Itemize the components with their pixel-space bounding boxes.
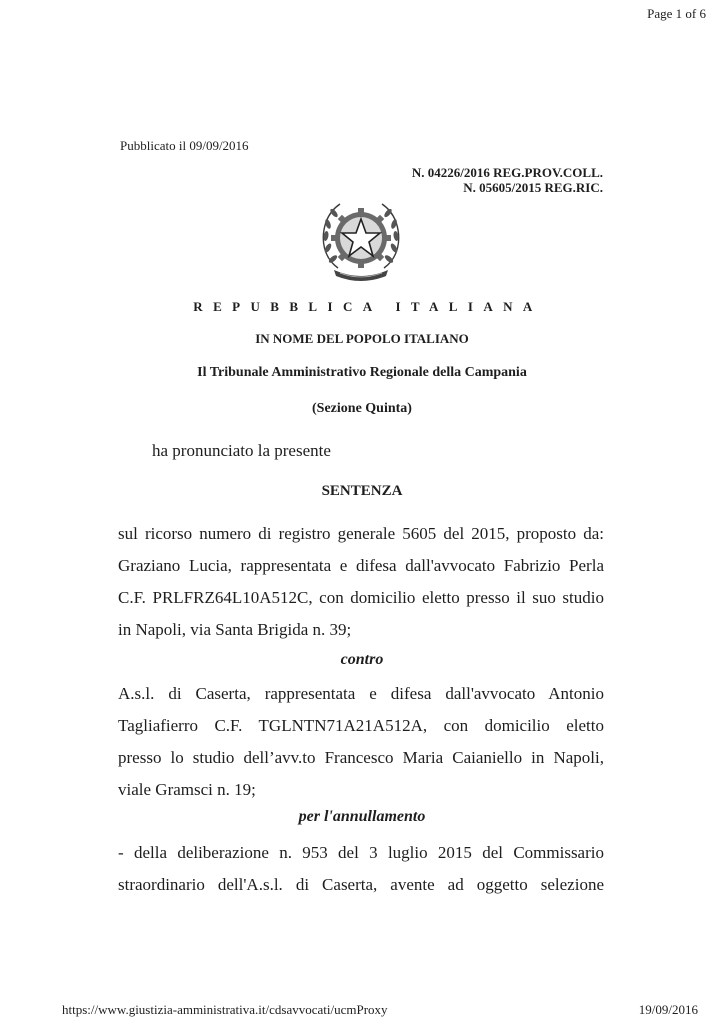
sentenza-heading: SENTENZA	[321, 483, 403, 499]
paragraph-line: Tagliafierro C.F. TGLNTN71A21A512A, con domicilio eletto	[118, 716, 604, 735]
paragraph-line: straordinario dell'A.s.l. di Caserta, avente ad oggetto selezione	[118, 875, 604, 894]
ricorso-paragraph	[118, 518, 604, 646]
in-nome-heading: IN NOME DEL POPOLO ITALIANO	[255, 331, 469, 346]
pronunciato-text: ha pronunciato la presente	[152, 441, 331, 460]
resistente-paragraph	[118, 678, 604, 806]
paragraph-line: in Napoli, via Santa Brigida n. 39;	[118, 620, 352, 639]
annullamento-heading: per l'annullamento	[298, 808, 426, 825]
annullamento-paragraph	[118, 837, 604, 901]
reg-prov-coll-number: N. 04226/2016 REG.PROV.COLL.	[411, 165, 603, 180]
paragraph-line: presso lo studio dell’avv.to Francesco Maria Caianiello in Napoli,	[118, 748, 604, 767]
sezione-heading: (Sezione Quinta)	[312, 401, 412, 416]
paragraph-line: sul ricorso numero di registro generale 5605 del 2015, proposto da:	[118, 524, 604, 543]
paragraph-line: viale Gramsci n. 19;	[118, 780, 256, 799]
paragraph-line: A.s.l. di Caserta, rappresentata e difesa dall'avvocato Antonio	[118, 684, 604, 703]
tribunale-heading: Il Tribunale Amministrativo Regionale della Campania	[197, 365, 527, 380]
page-indicator: Page 1 of 6	[647, 6, 706, 21]
footer-url-link[interactable]: https://www.giustizia-amministrativa.it/cdsavvocati/ucmProxy	[62, 1002, 388, 1017]
footer-date: 19/09/2016	[638, 1002, 698, 1017]
paragraph-line: Graziano Lucia, rappresentata e difesa dall'avvocato Fabrizio Perla	[118, 556, 604, 575]
republic-heading: REPUBBLICA ITALIANA	[193, 299, 543, 314]
contro-heading: contro	[340, 651, 384, 668]
publication-date: Pubblicato il 09/09/2016	[120, 138, 249, 153]
paragraph-line: C.F. PRLFRZ64L10A512C, con domicilio eletto presso il suo studio	[118, 588, 604, 607]
reg-ric-number: N. 05605/2015 REG.RIC.	[463, 180, 603, 195]
italian-republic-emblem-icon	[316, 196, 406, 284]
paragraph-line: - della deliberazione n. 953 del 3 luglio 2015 del Commissario	[118, 843, 604, 862]
